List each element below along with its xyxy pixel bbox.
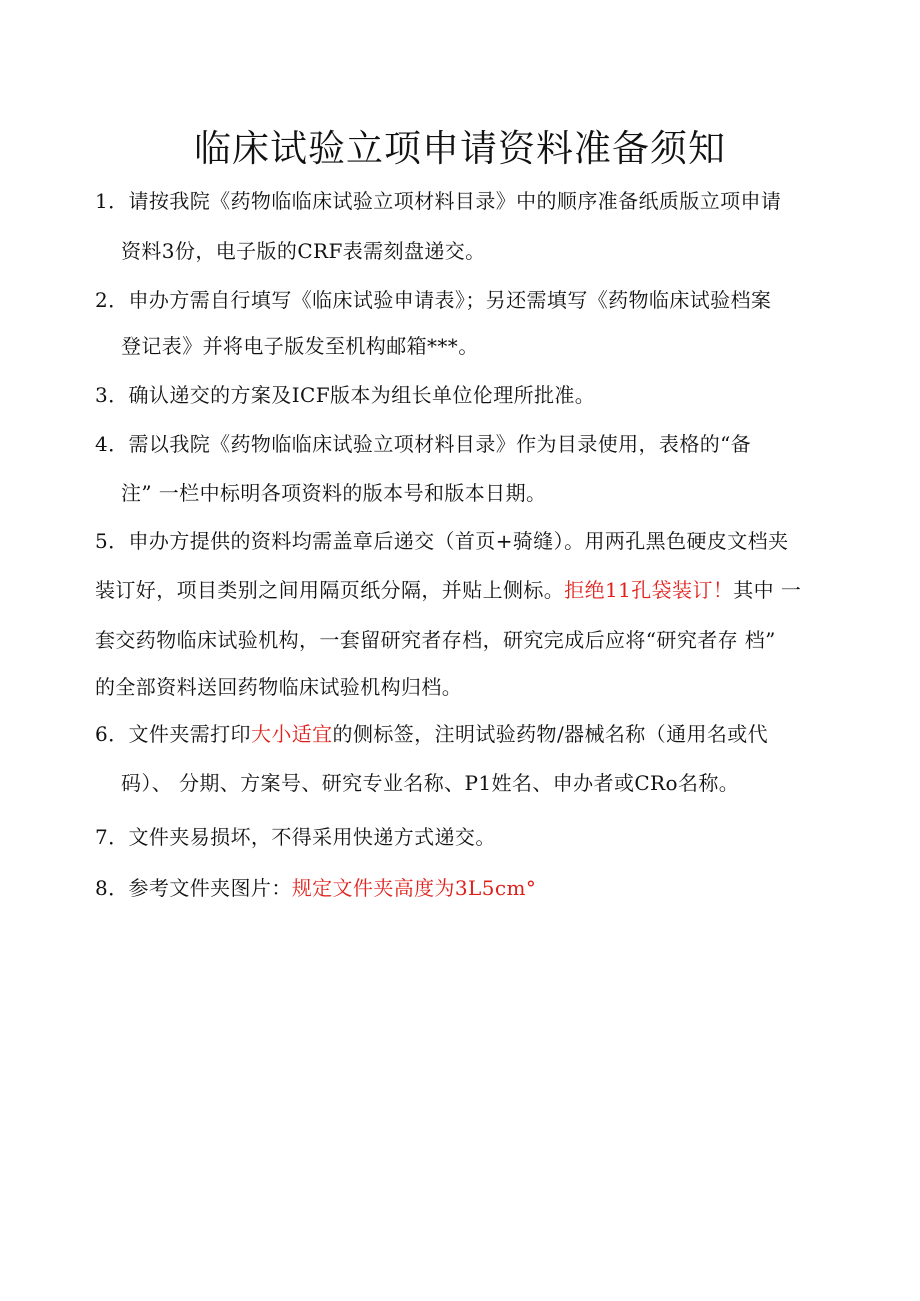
item-2-line-1: 2．申办方需自行填写《临床试验申请表》；另还需填写《药物临床试验档案 (95, 288, 772, 312)
item-1-line-1: 1．请按我院《药物临临床试验立项材料目录》中的顺序准备纸质版立项申请 (95, 189, 782, 213)
item-5-line-2 (95, 574, 801, 603)
item-8-highlight-text: 规定文件夹高度为3L5cm° (291, 876, 537, 900)
item-7-line-1: 7．文件夹易损坏，不得采用快递方式递交。 (95, 825, 496, 849)
item-5-line-2-text: 装订好，项目类别之间用隔页纸分隔，并贴上侧标。 (95, 578, 565, 602)
item-6-line-1 (95, 718, 768, 747)
item-5-line-1: 5．申办方提供的资料均需盖章后递交（首页+骑缝）。用两孔黑色硬皮文档夹 (95, 529, 789, 553)
item-5-line-2-tail: 其中 一 (733, 578, 802, 602)
item-5-warning-text: 拒绝11孔袋装订！ (564, 578, 734, 602)
item-5-line-4: 的全部资料送回药物临床试验机构归档。 (95, 675, 463, 699)
item-3-line-1: 3．确认递交的方案及ICF版本为组长单位伦理所批准。 (95, 383, 596, 407)
item-5-line-3: 套交药物临床试验机构，一套留研究者存档，研究完成后应将“研究者存 档” (95, 628, 776, 652)
item-8-line-1 (95, 872, 536, 901)
item-6-line-2: 码）、 分期、方案号、研究专业名称、P1姓名、申办者或CRo名称。 (121, 771, 740, 795)
item-6-line-1-tail: 的侧标签，注明试验药物/器械名称（通用名或代 (332, 722, 769, 746)
item-4-line-2: 注” 一栏中标明各项资料的版本号和版本日期。 (121, 481, 547, 505)
item-8-line-1-text: 8．参考文件夹图片： (95, 876, 292, 900)
item-6-line-1-text: 6．文件夹需打印 (95, 722, 251, 746)
page-title: 临床试验立项申请资料准备须知 (194, 127, 726, 170)
item-6-highlight-text: 大小适宜 (250, 722, 333, 746)
item-1-line-2: 资料3份，电子版的CRF表需刻盘递交。 (121, 239, 486, 263)
item-2-line-2: 登记表》并将电子版发至机构邮箱***。 (121, 334, 479, 358)
item-4-line-1: 4．需以我院《药物临临床试验立项材料目录》作为目录使用，表格的“备 (95, 432, 752, 456)
